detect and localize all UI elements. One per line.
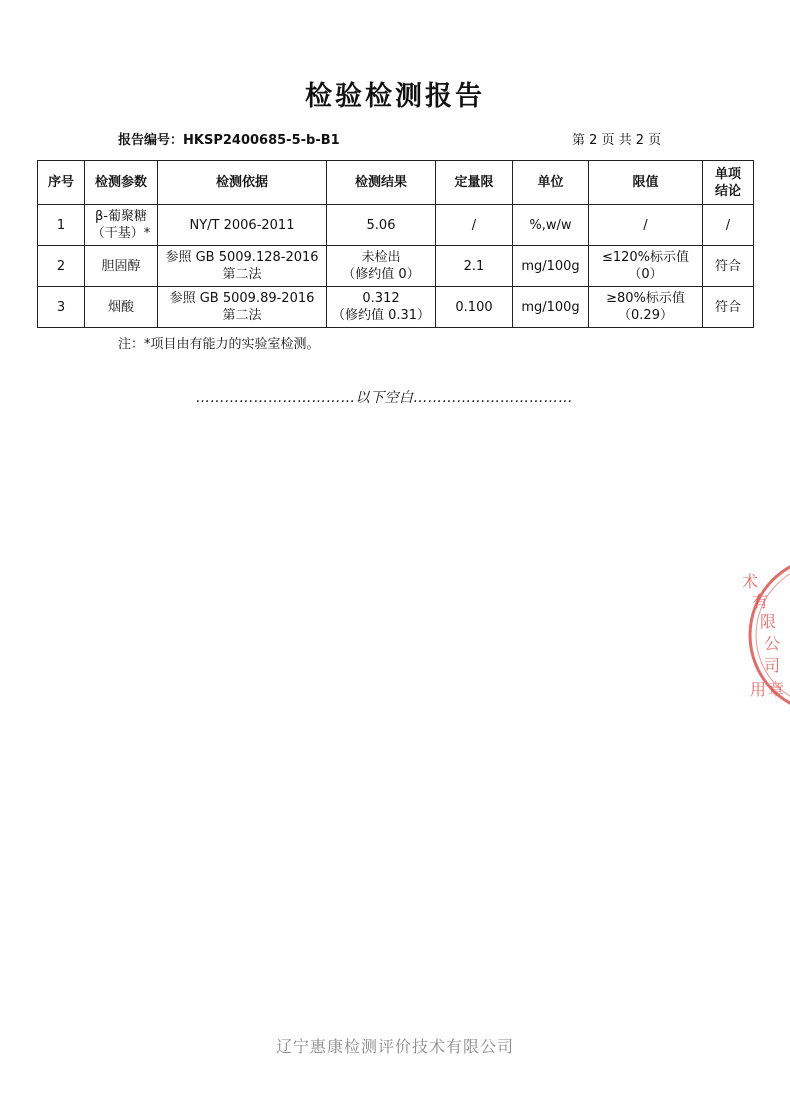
row-no: 1 [38,205,85,246]
table-header-row [38,161,754,205]
table-row [38,205,754,246]
svg-text:有: 有 [752,592,769,611]
row-result: 0.312 （修约值 0.31） [327,287,436,328]
svg-text:限: 限 [760,612,777,631]
row-limit: ≥80%标示值 （0.29） [589,287,703,328]
company-footer: 辽宁惠康检测评价技术有限公司 [275,1037,514,1056]
svg-text:司: 司 [764,656,781,675]
row-loq: 0.100 [436,287,513,328]
row-conclusion: 符合 [703,246,754,287]
svg-text:章: 章 [768,680,785,699]
col-header-loq: 定量限 [436,161,513,205]
col-header-result: 检测结果 [327,161,436,205]
row-result: 5.06 [327,205,436,246]
footnote: 注：*项目由有能力的实验室检测。 [118,337,320,352]
row-limit: ≤120%标示值 （0） [589,246,703,287]
row-conclusion: 符合 [703,287,754,328]
row-loq: / [436,205,513,246]
svg-text:公: 公 [764,634,781,653]
page-info: 第 2 页 共 2 页 [572,133,662,148]
row-loq: 2.1 [436,246,513,287]
svg-text:术: 术 [742,572,759,591]
row-no: 2 [38,246,85,287]
row-unit: mg/100g [513,246,589,287]
row-param: β-葡聚糖 （干基）* [85,205,158,246]
seal-stamp-icon [738,555,790,715]
report-number-label: 报告编号： [118,133,184,148]
svg-text:用: 用 [750,680,767,699]
col-header-no: 序号 [38,161,85,205]
report-number-value: HKSP2400685-5-b-B1 [183,133,340,148]
col-header-limit: 限值 [589,161,703,205]
row-basis: 参照 GB 5009.128-2016 第二法 [158,246,327,287]
row-limit: / [589,205,703,246]
row-param: 胆固醇 [85,246,158,287]
row-basis: NY/T 2006-2011 [158,205,327,246]
report-title: 检验检测报告 [305,81,485,112]
col-header-param: 检测参数 [85,161,158,205]
col-header-unit: 单位 [513,161,589,205]
results-table [37,160,754,328]
end-of-report-marker: ……………………………以下空白…………………………… [196,390,573,406]
row-no: 3 [38,287,85,328]
row-param: 烟酸 [85,287,158,328]
col-header-conclusion: 单项结论 [703,161,754,205]
row-unit: mg/100g [513,287,589,328]
col-header-basis: 检测依据 [158,161,327,205]
row-unit: %,w/w [513,205,589,246]
report-number [118,129,340,148]
company-seal [738,555,790,715]
row-basis: 参照 GB 5009.89-2016 第二法 [158,287,327,328]
table-row [38,246,754,287]
row-conclusion: / [703,205,754,246]
table-row [38,287,754,328]
row-result: 未检出 （修约值 0） [327,246,436,287]
